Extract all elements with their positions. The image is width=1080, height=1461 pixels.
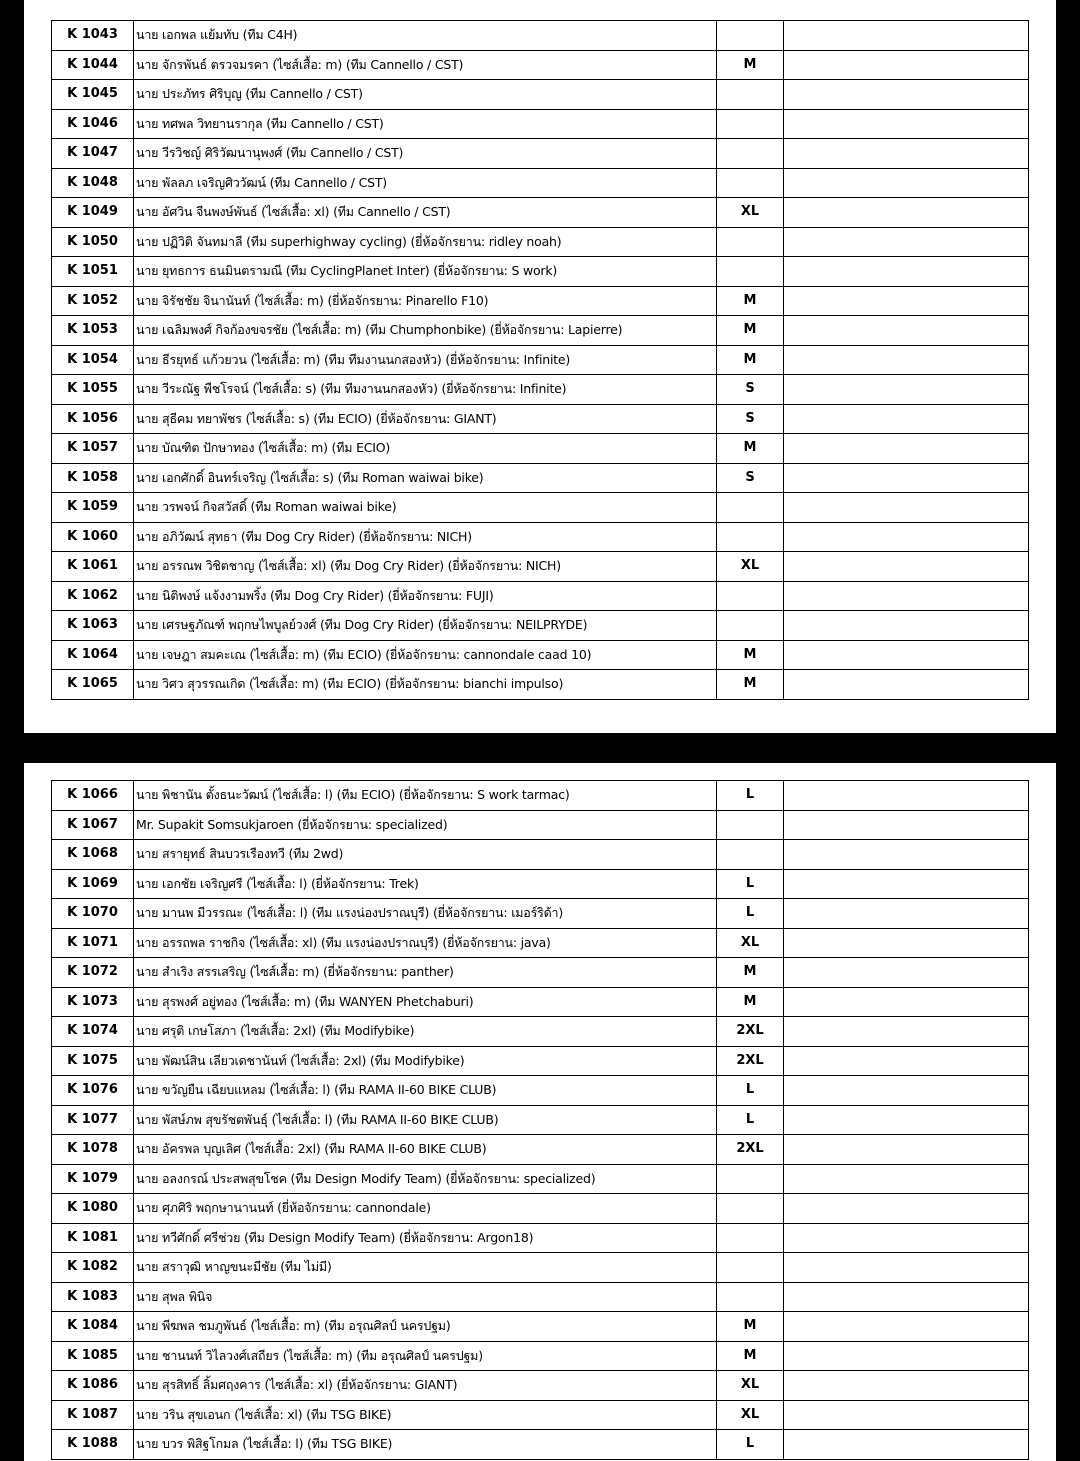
participant-name-cell: นาย เจษฎา สมคะเณ (ไซส์เสื้อ: m) (ทีม ECIO) (ยี่ห้อจักรยาน: cannondale caad 10) <box>134 640 717 670</box>
table-row <box>52 257 1029 287</box>
bib-number-cell: K 1082 <box>52 1253 134 1283</box>
shirt-size-cell: M <box>717 434 784 464</box>
table-row <box>52 316 1029 346</box>
participant-name-cell: นาย นิติพงษ์ แจ้งงามพริ้ง (ทีม Dog Cry Rider) (ยี่ห้อจักรยาน: FUJI) <box>134 581 717 611</box>
table-row <box>52 50 1029 80</box>
participant-name-cell: นาย พัฒน์สิน เลียวเดชานันท์ (ไซส์เสื้อ: 2xl) (ทีม Modifybike) <box>134 1046 717 1076</box>
participant-name-cell: นาย อัครพล บุญเลิศ (ไซส์เสื้อ: 2xl) (ทีม RAMA II-60 BIKE CLUB) <box>134 1135 717 1165</box>
shirt-size-cell <box>717 522 784 552</box>
shirt-size-cell: M <box>717 1341 784 1371</box>
table-row <box>52 1223 1029 1253</box>
note-cell <box>784 139 1029 169</box>
note-cell <box>784 21 1029 51</box>
bib-number-cell: K 1087 <box>52 1400 134 1430</box>
participant-name-cell: นาย อรรณพ วิชิตชาญ (ไซส์เสื้อ: xl) (ทีม Dog Cry Rider) (ยี่ห้อจักรยาน: NICH) <box>134 552 717 582</box>
participant-name-cell: นาย บวร พิสิฐโกมล (ไซส์เสื้อ: l) (ทีม TSG BIKE) <box>134 1430 717 1460</box>
note-cell <box>784 463 1029 493</box>
bib-number-cell: K 1068 <box>52 840 134 870</box>
table-row <box>52 899 1029 929</box>
bib-number-cell: K 1084 <box>52 1312 134 1342</box>
participant-name-cell: นาย ธีรยุทธ์ แก้วยวน (ไซส์เสื้อ: m) (ทีม ทีมงานนกสองหัว) (ยี่ห้อจักรยาน: Infinite) <box>134 345 717 375</box>
table-row <box>52 1135 1029 1165</box>
note-cell <box>784 958 1029 988</box>
table-row <box>52 522 1029 552</box>
bib-number-cell: K 1078 <box>52 1135 134 1165</box>
table-row <box>52 463 1029 493</box>
table-row <box>52 109 1029 139</box>
note-cell <box>784 316 1029 346</box>
shirt-size-cell: L <box>717 1076 784 1106</box>
shirt-size-cell <box>717 1253 784 1283</box>
shirt-size-cell <box>717 109 784 139</box>
shirt-size-cell <box>717 1223 784 1253</box>
bib-number-cell: K 1079 <box>52 1164 134 1194</box>
shirt-size-cell: XL <box>717 198 784 228</box>
participant-name-cell: นาย พัลลภ เจริญศิววัฒน์ (ทีม Cannello / CST) <box>134 168 717 198</box>
participant-name-cell: นาย อลงกรณ์ ประสพสุขโชค (ทีม Design Modify Team) (ยี่ห้อจักรยาน: specialized) <box>134 1164 717 1194</box>
bib-number-cell: K 1073 <box>52 987 134 1017</box>
participant-name-cell: นาย อภิวัฒน์ สุทธา (ทีม Dog Cry Rider) (ยี่ห้อจักรยาน: NICH) <box>134 522 717 552</box>
table-row <box>52 375 1029 405</box>
participant-name-cell: นาย วิศว สุวรรณเกิด (ไซส์เสื้อ: m) (ทีม ECIO) (ยี่ห้อจักรยาน: bianchi impulso) <box>134 670 717 700</box>
bib-number-cell: K 1062 <box>52 581 134 611</box>
table-row <box>52 21 1029 51</box>
bib-number-cell: K 1077 <box>52 1105 134 1135</box>
bib-number-cell: K 1045 <box>52 80 134 110</box>
note-cell <box>784 1400 1029 1430</box>
bib-number-cell: K 1043 <box>52 21 134 51</box>
note-cell <box>784 552 1029 582</box>
shirt-size-cell <box>717 1164 784 1194</box>
table-row <box>52 434 1029 464</box>
table-row <box>52 1076 1029 1106</box>
table-row <box>52 139 1029 169</box>
note-cell <box>784 1253 1029 1283</box>
table-row <box>52 168 1029 198</box>
bib-number-cell: K 1081 <box>52 1223 134 1253</box>
note-cell <box>784 345 1029 375</box>
note-cell <box>784 810 1029 840</box>
participant-name-cell: นาย ทวีศักดิ์ ศรีช่วย (ทีม Design Modify Team) (ยี่ห้อจักรยาน: Argon18) <box>134 1223 717 1253</box>
bib-number-cell: K 1046 <box>52 109 134 139</box>
participant-name-cell: นาย สุรสิทธิ์ ลิ้มศฤงคาร (ไซส์เสื้อ: xl) (ยี่ห้อจักรยาน: GIANT) <box>134 1371 717 1401</box>
table-row <box>52 840 1029 870</box>
table-row <box>52 1164 1029 1194</box>
note-cell <box>784 1312 1029 1342</box>
participant-name-cell: นาย เอกศักดิ์ อินทร์เจริญ (ไซส์เสื้อ: s) (ทีม Roman waiwai bike) <box>134 463 717 493</box>
participant-name-cell: นาย ปฏิวิติ จันทมาลี (ทีม superhighway cycling) (ยี่ห้อจักรยาน: ridley noah) <box>134 227 717 257</box>
bib-number-cell: K 1075 <box>52 1046 134 1076</box>
table-row <box>52 581 1029 611</box>
participant-name-cell: นาย เฉลิมพงศ์ กิจก้องขจรชัย (ไซส์เสื้อ: m) (ทีม Chumphonbike) (ยี่ห้อจักรยาน: Lapierre) <box>134 316 717 346</box>
note-cell <box>784 1105 1029 1135</box>
bib-number-cell: K 1063 <box>52 611 134 641</box>
shirt-size-cell <box>717 257 784 287</box>
participant-name-cell: นาย ศุภศิริ พฤกษานานนท์ (ยี่ห้อจักรยาน: cannondale) <box>134 1194 717 1224</box>
note-cell <box>784 1135 1029 1165</box>
bib-number-cell: K 1066 <box>52 781 134 811</box>
note-cell <box>784 1194 1029 1224</box>
note-cell <box>784 1371 1029 1401</box>
table-row <box>52 1430 1029 1460</box>
shirt-size-cell: M <box>717 345 784 375</box>
note-cell <box>784 1076 1029 1106</box>
shirt-size-cell: S <box>717 463 784 493</box>
table-row <box>52 810 1029 840</box>
bib-number-cell: K 1047 <box>52 139 134 169</box>
bib-number-cell: K 1055 <box>52 375 134 405</box>
participant-name-cell: นาย จักรพันธ์ ตรวจมรคา (ไซส์เสื้อ: m) (ทีม Cannello / CST) <box>134 50 717 80</box>
note-cell <box>784 640 1029 670</box>
shirt-size-cell: L <box>717 869 784 899</box>
bib-number-cell: K 1085 <box>52 1341 134 1371</box>
shirt-size-cell: M <box>717 987 784 1017</box>
bib-number-cell: K 1076 <box>52 1076 134 1106</box>
note-cell <box>784 286 1029 316</box>
bib-number-cell: K 1056 <box>52 404 134 434</box>
participant-name-cell: นาย พีฆพล ชมภูพันธ์ (ไซส์เสื้อ: m) (ทีม อรุณศิลป์ นครปฐม) <box>134 1312 717 1342</box>
table-row <box>52 1312 1029 1342</box>
shirt-size-cell <box>717 1282 784 1312</box>
shirt-size-cell: M <box>717 640 784 670</box>
bib-number-cell: K 1065 <box>52 670 134 700</box>
note-cell <box>784 1430 1029 1460</box>
participant-name-cell: นาย อรรถพล ราชกิจ (ไซส์เสื้อ: xl) (ทีม แรงน่องปราณบุรี) (ยี่ห้อจักรยาน: java) <box>134 928 717 958</box>
shirt-size-cell: S <box>717 375 784 405</box>
note-cell <box>784 1341 1029 1371</box>
note-cell <box>784 109 1029 139</box>
table-row <box>52 781 1029 811</box>
participant-name-cell: นาย สรายุทธ์ สินบวรเรืองทวี (ทีม 2wd) <box>134 840 717 870</box>
bib-number-cell: K 1088 <box>52 1430 134 1460</box>
shirt-size-cell: 2XL <box>717 1046 784 1076</box>
table-row <box>52 1341 1029 1371</box>
participant-name-cell: นาย ประภัทร ศิริบุญ (ทีม Cannello / CST) <box>134 80 717 110</box>
table-row <box>52 928 1029 958</box>
note-cell <box>784 899 1029 929</box>
note-cell <box>784 1282 1029 1312</box>
bib-number-cell: K 1054 <box>52 345 134 375</box>
participant-name-cell: นาย สำเริง สรรเสริญ (ไซส์เสื้อ: m) (ยี่ห้อจักรยาน: panther) <box>134 958 717 988</box>
participant-table-1 <box>51 20 1029 700</box>
shirt-size-cell: L <box>717 899 784 929</box>
participant-name-cell: นาย มานพ มีวรรณะ (ไซส์เสื้อ: l) (ทีม แรงน่องปราณบุรี) (ยี่ห้อจักรยาน: เมอร์ริด้า) <box>134 899 717 929</box>
participant-name-cell: นาย เอกพล แย้มทับ (ทีม C4H) <box>134 21 717 51</box>
shirt-size-cell <box>717 611 784 641</box>
table-row <box>52 1371 1029 1401</box>
table-row <box>52 640 1029 670</box>
participant-name-cell: นาย สุธีคม ทยาพัชร (ไซส์เสื้อ: s) (ทีม ECIO) (ยี่ห้อจักรยาน: GIANT) <box>134 404 717 434</box>
bib-number-cell: K 1070 <box>52 899 134 929</box>
shirt-size-cell <box>717 581 784 611</box>
participant-name-cell: นาย ขวัญยืน เฉียบแหลม (ไซส์เสื้อ: l) (ทีม RAMA II-60 BIKE CLUB) <box>134 1076 717 1106</box>
table-row <box>52 958 1029 988</box>
note-cell <box>784 581 1029 611</box>
bib-number-cell: K 1049 <box>52 198 134 228</box>
bib-number-cell: K 1053 <box>52 316 134 346</box>
shirt-size-cell: M <box>717 50 784 80</box>
table-row <box>52 670 1029 700</box>
bib-number-cell: K 1074 <box>52 1017 134 1047</box>
participant-name-cell: นาย สราวุฒิ หาญขนะมีชัย (ทีม ไม่มี) <box>134 1253 717 1283</box>
table-row <box>52 404 1029 434</box>
note-cell <box>784 670 1029 700</box>
shirt-size-cell: M <box>717 1312 784 1342</box>
table-row <box>52 1194 1029 1224</box>
participant-name-cell: นาย สุรพงศ์ อยู่ทอง (ไซส์เสื้อ: m) (ทีม WANYEN Phetchaburi) <box>134 987 717 1017</box>
shirt-size-cell: M <box>717 670 784 700</box>
document-page-2 <box>24 763 1056 1461</box>
bib-number-cell: K 1069 <box>52 869 134 899</box>
shirt-size-cell <box>717 80 784 110</box>
table-row <box>52 1282 1029 1312</box>
shirt-size-cell: XL <box>717 1400 784 1430</box>
bib-number-cell: K 1060 <box>52 522 134 552</box>
shirt-size-cell: L <box>717 781 784 811</box>
table-row <box>52 286 1029 316</box>
note-cell <box>784 1164 1029 1194</box>
shirt-size-cell: 2XL <box>717 1135 784 1165</box>
bib-number-cell: K 1080 <box>52 1194 134 1224</box>
participant-name-cell: นาย จิรัชชัย จินานันท์ (ไซส์เสื้อ: m) (ยี่ห้อจักรยาน: Pinarello F10) <box>134 286 717 316</box>
note-cell <box>784 80 1029 110</box>
participant-name-cell: นาย วีรวิชญ์ ศิริวัฒนานุพงศ์ (ทีม Cannello / CST) <box>134 139 717 169</box>
table-row <box>52 1105 1029 1135</box>
note-cell <box>784 987 1029 1017</box>
bib-number-cell: K 1050 <box>52 227 134 257</box>
bib-number-cell: K 1052 <box>52 286 134 316</box>
participant-name-cell: นาย สุพล พินิจ <box>134 1282 717 1312</box>
bib-number-cell: K 1067 <box>52 810 134 840</box>
note-cell <box>784 434 1029 464</box>
note-cell <box>784 1017 1029 1047</box>
table-row <box>52 227 1029 257</box>
participant-name-cell: นาย ชานนท์ วิไลวงศ์เสถียร (ไซส์เสื้อ: m) (ทีม อรุณศิลป์ นครปฐม) <box>134 1341 717 1371</box>
table-row <box>52 611 1029 641</box>
table-row <box>52 552 1029 582</box>
bib-number-cell: K 1057 <box>52 434 134 464</box>
shirt-size-cell: S <box>717 404 784 434</box>
bib-number-cell: K 1058 <box>52 463 134 493</box>
note-cell <box>784 1046 1029 1076</box>
participant-name-cell: Mr. Supakit Somsukjaroen (ยี่ห้อจักรยาน: specialized) <box>134 810 717 840</box>
note-cell <box>784 493 1029 523</box>
note-cell <box>784 257 1029 287</box>
note-cell <box>784 611 1029 641</box>
shirt-size-cell <box>717 810 784 840</box>
note-cell <box>784 404 1029 434</box>
bib-number-cell: K 1064 <box>52 640 134 670</box>
note-cell <box>784 50 1029 80</box>
table-row <box>52 1400 1029 1430</box>
bib-number-cell: K 1051 <box>52 257 134 287</box>
participant-name-cell: นาย ศรุติ เกษโสภา (ไซส์เสื้อ: 2xl) (ทีม Modifybike) <box>134 1017 717 1047</box>
note-cell <box>784 1223 1029 1253</box>
participant-name-cell: นาย บัณฑิต ปักษาทอง (ไซส์เสื้อ: m) (ทีม ECIO) <box>134 434 717 464</box>
shirt-size-cell <box>717 1194 784 1224</box>
table-row <box>52 493 1029 523</box>
shirt-size-cell <box>717 840 784 870</box>
note-cell <box>784 375 1029 405</box>
shirt-size-cell <box>717 21 784 51</box>
table-row <box>52 345 1029 375</box>
table-row <box>52 1253 1029 1283</box>
bib-number-cell: K 1044 <box>52 50 134 80</box>
shirt-size-cell: XL <box>717 1371 784 1401</box>
participant-name-cell: นาย อัศวิน จีนพงษ์พันธ์ (ไซส์เสื้อ: xl) (ทีม Cannello / CST) <box>134 198 717 228</box>
participant-name-cell: นาย ทศพล วิทยานรากุล (ทีม Cannello / CST) <box>134 109 717 139</box>
participant-table-2 <box>51 780 1029 1460</box>
participant-name-cell: นาย วีระณัฐ พืชโรจน์ (ไซส์เสื้อ: s) (ทีม ทีมงานนกสองหัว) (ยี่ห้อจักรยาน: Infinite) <box>134 375 717 405</box>
bib-number-cell: K 1071 <box>52 928 134 958</box>
table-row <box>52 987 1029 1017</box>
participant-name-cell: นาย ยุทธการ ธนมินตรามณี (ทีม CyclingPlanet Inter) (ยี่ห้อจักรยาน: S work) <box>134 257 717 287</box>
shirt-size-cell: L <box>717 1430 784 1460</box>
bib-number-cell: K 1059 <box>52 493 134 523</box>
shirt-size-cell: 2XL <box>717 1017 784 1047</box>
note-cell <box>784 840 1029 870</box>
participant-name-cell: นาย พัสษ์ภพ สุขรัชตพันธุ์ (ไซส์เสื้อ: l) (ทีม RAMA II-60 BIKE CLUB) <box>134 1105 717 1135</box>
note-cell <box>784 227 1029 257</box>
table-row <box>52 1017 1029 1047</box>
bib-number-cell: K 1072 <box>52 958 134 988</box>
note-cell <box>784 198 1029 228</box>
note-cell <box>784 928 1029 958</box>
note-cell <box>784 781 1029 811</box>
shirt-size-cell <box>717 168 784 198</box>
note-cell <box>784 522 1029 552</box>
table-row <box>52 80 1029 110</box>
shirt-size-cell <box>717 227 784 257</box>
note-cell <box>784 869 1029 899</box>
participant-name-cell: นาย พิชานัน ตั้งธนะวัฒน์ (ไซส์เสื้อ: l) (ทีม ECIO) (ยี่ห้อจักรยาน: S work tarmac) <box>134 781 717 811</box>
bib-number-cell: K 1086 <box>52 1371 134 1401</box>
bib-number-cell: K 1048 <box>52 168 134 198</box>
participant-name-cell: นาย เอกชัย เจริญศรี (ไซส์เสื้อ: l) (ยี่ห้อจักรยาน: Trek) <box>134 869 717 899</box>
participant-name-cell: นาย วรพจน์ กิจสวัสดิ์ (ทีม Roman waiwai bike) <box>134 493 717 523</box>
shirt-size-cell: XL <box>717 552 784 582</box>
shirt-size-cell: M <box>717 286 784 316</box>
shirt-size-cell: M <box>717 316 784 346</box>
participant-name-cell: นาย เศรษฐภัณฑ์ พฤกษไพบูลย์วงศ์ (ทีม Dog Cry Rider) (ยี่ห้อจักรยาน: NEILPRYDE) <box>134 611 717 641</box>
shirt-size-cell <box>717 139 784 169</box>
table-row <box>52 869 1029 899</box>
table-row <box>52 198 1029 228</box>
document-page-1 <box>24 0 1056 733</box>
bib-number-cell: K 1083 <box>52 1282 134 1312</box>
bib-number-cell: K 1061 <box>52 552 134 582</box>
shirt-size-cell: XL <box>717 928 784 958</box>
note-cell <box>784 168 1029 198</box>
participant-name-cell: นาย วริน สุขเอนก (ไซส์เสื้อ: xl) (ทีม TSG BIKE) <box>134 1400 717 1430</box>
shirt-size-cell <box>717 493 784 523</box>
shirt-size-cell: L <box>717 1105 784 1135</box>
table-row <box>52 1046 1029 1076</box>
shirt-size-cell: M <box>717 958 784 988</box>
